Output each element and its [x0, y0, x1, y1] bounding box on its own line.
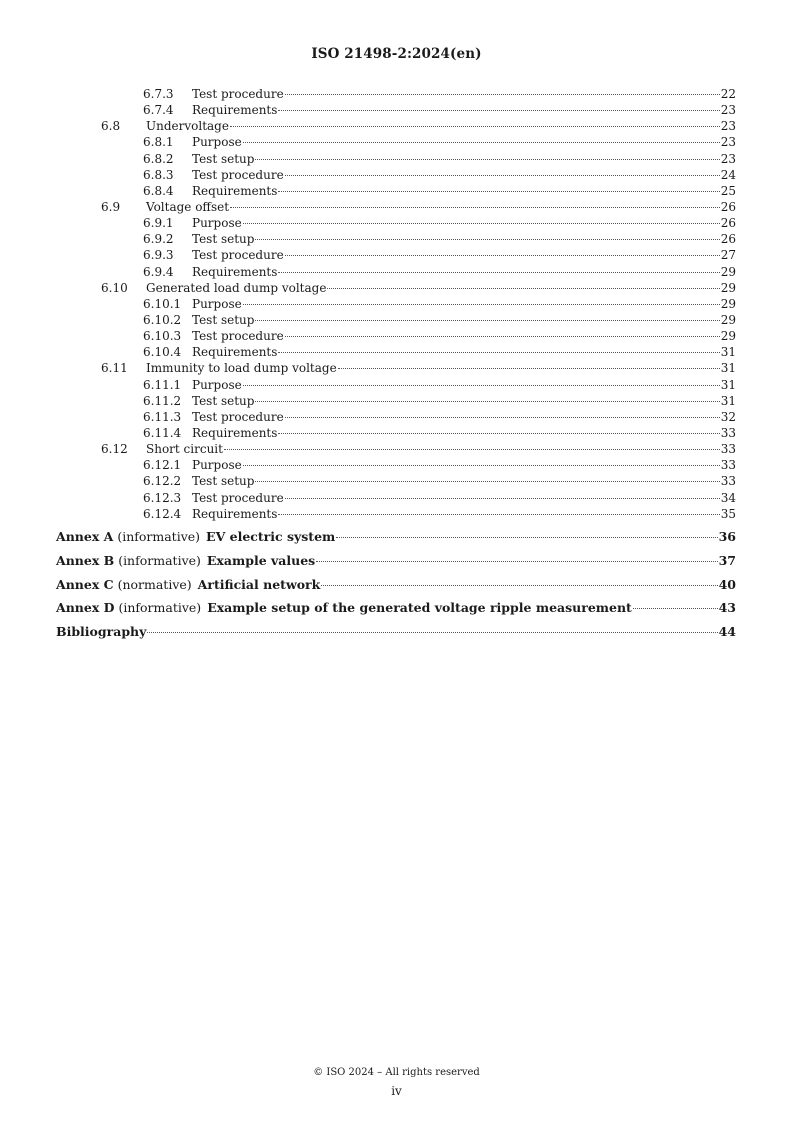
toc-entry[interactable] [56, 490, 736, 506]
toc-entry[interactable] [56, 167, 736, 183]
dot-leader [243, 304, 720, 305]
dot-leader [338, 368, 720, 369]
dot-leader [327, 288, 719, 289]
annex-title: Example setup of the generated voltage ripple measurement [207, 600, 632, 616]
toc-entry-page: 35 [720, 506, 736, 521]
dot-leader [316, 561, 717, 562]
dot-leader [336, 537, 717, 538]
toc-entry-number: 6.9 [101, 199, 121, 214]
toc-entry-number: 6.8.1 [143, 135, 174, 150]
toc-entry[interactable] [56, 344, 736, 360]
toc-entry-number: 6.12.4 [143, 506, 182, 521]
toc-entry-title: Test setup [192, 151, 255, 166]
toc-annex-entry[interactable] [56, 525, 736, 549]
annex-page: 43 [718, 600, 736, 616]
annex-label: Annex A [56, 528, 114, 544]
toc-entry[interactable] [56, 328, 736, 344]
toc-entry-number: 6.8.3 [143, 167, 174, 182]
toc-entry[interactable] [56, 264, 736, 280]
toc-entry-number: 6.12 [101, 442, 128, 457]
toc-entry-page: 29 [720, 296, 736, 311]
dot-leader [255, 239, 719, 240]
dot-leader [321, 585, 717, 586]
annex-title: Example values [206, 552, 316, 568]
toc-entry-page: 29 [720, 312, 736, 327]
dot-leader [255, 320, 719, 321]
toc-entry[interactable] [56, 247, 736, 263]
annex-page: 36 [718, 528, 736, 544]
toc-entry[interactable] [56, 506, 736, 522]
toc-entry-page: 25 [720, 183, 736, 198]
toc-bibliography-entry[interactable] [56, 620, 736, 644]
toc-entry[interactable] [56, 296, 736, 312]
dot-leader [243, 385, 720, 386]
dot-leader [278, 110, 719, 111]
toc-entry-number: 6.9.3 [143, 248, 174, 263]
annex-type: (informative) [118, 600, 202, 616]
toc-entry-title: Requirements [192, 425, 278, 440]
toc-entry[interactable] [56, 312, 736, 328]
toc-entry-title: Purpose [192, 458, 242, 473]
toc-entry[interactable] [56, 183, 736, 199]
dot-leader [147, 632, 717, 633]
dot-leader [285, 255, 720, 256]
toc-entry-number: 6.11.3 [143, 409, 182, 424]
toc-annex-entry[interactable] [56, 573, 736, 597]
dot-leader [285, 417, 720, 418]
bibliography-page: 44 [718, 624, 736, 640]
dot-leader [255, 481, 719, 482]
dot-leader [243, 223, 720, 224]
toc-entry-page: 34 [720, 490, 736, 505]
toc-entry[interactable] [56, 134, 736, 150]
toc-entry-title: Test procedure [192, 248, 284, 263]
toc-entry[interactable] [56, 280, 736, 296]
toc-entry-page: 23 [720, 151, 736, 166]
dot-leader [633, 608, 718, 609]
toc-entry[interactable] [56, 118, 736, 134]
toc-entry-number: 6.11 [101, 361, 128, 376]
toc-entry[interactable] [56, 102, 736, 118]
dot-leader [243, 465, 720, 466]
toc-entry[interactable] [56, 457, 736, 473]
toc-entry-page: 31 [720, 377, 736, 392]
toc-entry-number: 6.12.1 [143, 458, 182, 473]
toc-entry-title: Test procedure [192, 490, 284, 505]
dot-leader [224, 449, 720, 450]
toc-entry-number: 6.11.1 [143, 377, 182, 392]
toc-entry[interactable] [56, 409, 736, 425]
toc-entry-title: Test procedure [192, 87, 284, 101]
toc-entry[interactable] [56, 86, 736, 102]
dot-leader [255, 401, 719, 402]
dot-leader [230, 207, 720, 208]
annex-designation [56, 596, 201, 620]
dot-leader [278, 272, 719, 273]
annex-title: EV electric system [206, 528, 336, 544]
toc-entry-title: Purpose [192, 135, 242, 150]
toc-entry-page: 33 [720, 474, 736, 489]
toc-entry-number: 6.10.4 [143, 345, 182, 360]
toc-entry[interactable] [56, 377, 736, 393]
annex-page: 37 [718, 552, 736, 568]
dot-leader [243, 142, 720, 143]
toc-entry-page: 32 [720, 409, 736, 424]
toc-entry-number: 6.10.3 [143, 329, 182, 344]
toc-entry-page: 27 [720, 248, 736, 263]
toc-entry-title: Purpose [192, 377, 242, 392]
table-of-contents [56, 86, 736, 644]
toc-entry-title: Requirements [192, 183, 278, 198]
toc-entry-title: Test procedure [192, 409, 284, 424]
toc-entry-title: Immunity to load dump voltage [146, 361, 337, 376]
toc-entry-number: 6.10 [101, 280, 128, 295]
toc-entry[interactable] [56, 425, 736, 441]
toc-entry-page: 23 [720, 135, 736, 150]
toc-entry-page: 23 [720, 119, 736, 134]
annex-type: (informative) [118, 552, 201, 568]
toc-annex-entry[interactable] [56, 549, 736, 573]
toc-entry-title: Requirements [192, 264, 278, 279]
annex-title: Artificial network [197, 576, 321, 592]
annex-label: Annex C [56, 576, 114, 592]
annex-designation [56, 549, 201, 573]
toc-entry-number: 6.7.4 [143, 103, 174, 118]
toc-entry-page: 26 [720, 199, 736, 214]
toc-entry-number: 6.8 [101, 119, 121, 134]
dot-leader [285, 336, 720, 337]
toc-entry-page: 29 [720, 264, 736, 279]
toc-entry-page: 31 [720, 361, 736, 376]
dot-leader [278, 352, 719, 353]
toc-entry-number: 6.7.3 [143, 87, 174, 101]
toc-entry-title: Test procedure [192, 167, 284, 182]
toc-entry-title: Short circuit [146, 442, 223, 457]
toc-entry-title: Undervoltage [146, 119, 229, 134]
toc-entry-number: 6.8.2 [143, 151, 174, 166]
dot-leader [285, 175, 720, 176]
toc-entry-page: 33 [720, 442, 736, 457]
toc-entry-title: Test procedure [192, 329, 284, 344]
annex-label: Annex B [56, 552, 115, 568]
toc-entry-title: Purpose [192, 216, 242, 231]
toc-entry[interactable] [56, 215, 736, 231]
toc-entry-number: 6.9.2 [143, 232, 174, 247]
dot-leader [278, 433, 719, 434]
toc-entry-page: 26 [720, 216, 736, 231]
toc-entry-number: 6.12.2 [143, 474, 182, 489]
toc-entry-title: Purpose [192, 296, 242, 311]
toc-annex-entry[interactable] [56, 596, 736, 620]
toc-entry-number: 6.10.1 [143, 296, 182, 311]
dot-leader [230, 126, 720, 127]
bibliography-title: Bibliography [56, 624, 147, 640]
toc-entry-page: 31 [720, 345, 736, 360]
annex-type: (normative) [117, 576, 192, 592]
toc-entry-page: 22 [720, 87, 736, 101]
toc-entry-title: Test setup [192, 474, 255, 489]
toc-entry[interactable] [56, 441, 736, 457]
footer-copyright: © ISO 2024 – All rights reserved [313, 1067, 480, 1078]
footer-page-number: iv [391, 1084, 402, 1098]
toc-entry-number: 6.10.2 [143, 312, 182, 327]
toc-entry[interactable] [56, 393, 736, 409]
toc-entry-page: 26 [720, 232, 736, 247]
annex-page: 40 [718, 576, 736, 592]
toc-entry-number: 6.9.4 [143, 264, 174, 279]
toc-entry-page: 29 [720, 280, 736, 295]
toc-entry-title: Requirements [192, 345, 278, 360]
toc-entry-page: 33 [720, 425, 736, 440]
annex-designation [56, 573, 192, 597]
toc-entry-page: 23 [720, 103, 736, 118]
dot-leader [255, 159, 719, 160]
toc-entry-title: Requirements [192, 103, 278, 118]
toc-entry-title: Test setup [192, 312, 255, 327]
annex-label: Annex D [56, 600, 115, 616]
toc-entry-page: 33 [720, 458, 736, 473]
toc-entry-number: 6.9.1 [143, 216, 174, 231]
toc-entry[interactable] [56, 199, 736, 215]
toc-entry[interactable] [56, 360, 736, 376]
annex-type: (informative) [117, 528, 201, 544]
toc-entry-title: Test setup [192, 232, 255, 247]
dot-leader [278, 514, 719, 515]
toc-entry-page: 24 [720, 167, 736, 182]
document-header: ISO 21498-2:2024(en) [311, 46, 482, 62]
toc-entry[interactable] [56, 151, 736, 167]
toc-entry-number: 6.11.4 [143, 425, 182, 440]
toc-entry[interactable] [56, 473, 736, 489]
dot-leader [278, 191, 719, 192]
toc-entry-number: 6.12.3 [143, 490, 182, 505]
toc-entry-number: 6.11.2 [143, 393, 182, 408]
toc-entry-page: 31 [720, 393, 736, 408]
toc-entry-page: 29 [720, 329, 736, 344]
dot-leader [285, 94, 720, 95]
toc-entry[interactable] [56, 231, 736, 247]
toc-entry-number: 6.8.4 [143, 183, 174, 198]
dot-leader [285, 498, 720, 499]
toc-entry-title: Generated load dump voltage [146, 280, 327, 295]
annex-designation [56, 525, 200, 549]
toc-entry-title: Requirements [192, 506, 278, 521]
toc-entry-title: Voltage offset [146, 199, 230, 214]
toc-entry-title: Test setup [192, 393, 255, 408]
